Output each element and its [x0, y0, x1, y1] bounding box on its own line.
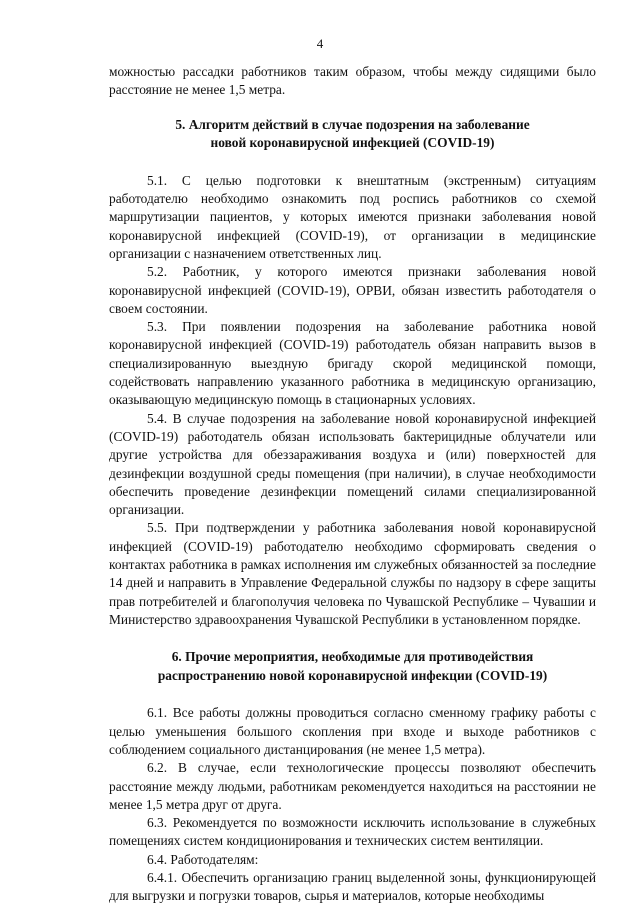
section-6-heading-line-1: 6. Прочие мероприятия, необходимые для противодействия [171, 649, 534, 665]
page-number: 4 [316, 36, 324, 51]
paragraph-6-2: 6.2. В случае, если технологические процессы позволяют обеспечить расстояние между людьми, работникам рекомендуется находиться на расстоянии не менее 1,5 метра друг от друга. [109, 760, 596, 812]
paragraph-5-5: 5.5. При подтверждении у работника заболевания новой коронавирусной инфекцией (COVID-19) работодателю необходимо сформировать сведения о контактах работника в рамках исполнения им служебных обязанностей за последние 14 дней и направить в Управление Федеральной службы по надзору в сфере защиты прав потребителей и благополучия человека по Чувашской Республике – Чувашии и Министерство здравоохранения Чувашской Республики в установленном порядке. [109, 520, 596, 627]
section-5-heading-line-1: 5. Алгоритм действий в случае подозрения на заболевание [175, 116, 530, 132]
paragraph-6-1: 6.1. Все работы должны проводиться согласно сменному графику работы с целью уменьшения большого скопления при входе и выходе работников с соблюдением социального дистанцирования (не менее 1,5 метра). [109, 705, 596, 757]
paragraph-5-4: 5.4. В случае подозрения на заболевание новой коронавирусной инфекцией (COVID-19) работодатель обязан использовать бактерицидные облучатели или другие устройства для обеззараживания воздуха и (или) поверхностей для дезинфекции воздушной среды помещения (при наличии), в случае необходимости обеспечить проведение дезинфекции помещений силами специализированной организации. [109, 410, 596, 518]
page-content [109, 63, 596, 906]
paragraph-5-1: 5.1. С целью подготовки к внештатным (экстренным) ситуациям работодателю необходимо ознакомить под роспись работников со схемой маршрутизации пациентов, у которых имеются признаки заболевания новой коронавирусной инфекцией (COVID-19), от организации в медицинские организации с назначением ответственных лиц. [109, 172, 596, 261]
intro-paragraph: можностью рассадки работников таким образом, чтобы между сидящими было расстояние не менее 1,5 метра. [109, 64, 596, 98]
section-5-heading [109, 116, 596, 153]
section-6-heading-line-2: распространению новой коронавирусной инфекции (COVID-19) [157, 667, 548, 683]
paragraph-5-2: 5.2. Работник, у которого имеются признаки заболевания новой коронавирусной инфекцией (COVID-19), ОРВИ, обязан известить работодателя о своем состоянии. [109, 264, 596, 316]
paragraph-6-4: 6.4. Работодателям: [147, 851, 259, 867]
paragraph-5-3: 5.3. При появлении подозрения на заболевание работника новой коронавирусной инфекцией (COVID-19) работодатель обязан направить вызов в специализированную выездную бригаду скорой медицинской помощи, содействовать направлению указанного работника в медицинскую организацию, оказывающую медицинскую помощь в стационарных условиях. [109, 319, 596, 408]
section-6-heading [109, 648, 596, 685]
section-5-heading-line-2: новой коронавирусной инфекцией (COVID-19) [210, 135, 495, 151]
paragraph-6-4-1: 6.4.1. Обеспечить организацию границ выделенной зоны, функционирующей для выгрузки и погрузки товаров, сырья и материалов, которые необходимы [109, 870, 596, 904]
paragraph-6-3: 6.3. Рекомендуется по возможности исключить использование в служебных помещениях систем кондиционирования и технических систем вентиляции. [109, 815, 596, 849]
